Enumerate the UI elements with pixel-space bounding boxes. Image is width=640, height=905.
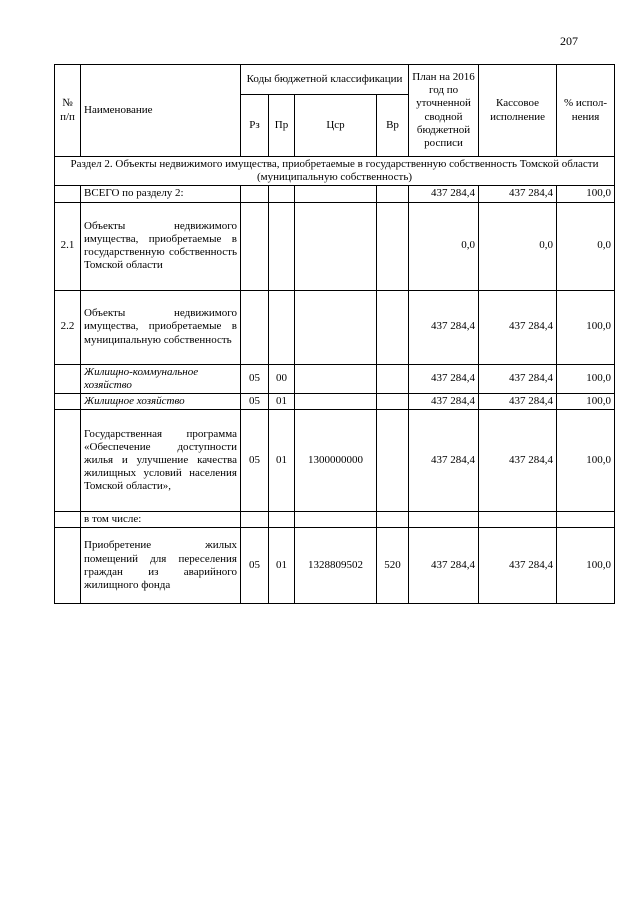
row-csr xyxy=(295,393,377,409)
row-csr xyxy=(295,512,377,528)
row-name: Приобретение жилых помещений для переселения граждан из аварийного жилищного фонда xyxy=(81,528,241,604)
table-row xyxy=(55,364,615,393)
row-csr: 1300000000 xyxy=(295,410,377,512)
row-pr: 01 xyxy=(269,393,295,409)
table-row xyxy=(55,410,615,512)
row-pct: 0,0 xyxy=(557,202,615,290)
row-csr: 1328809502 xyxy=(295,528,377,604)
header-num: № п/п xyxy=(55,65,81,157)
row-rz: 05 xyxy=(241,410,269,512)
row-plan xyxy=(409,512,479,528)
table-row xyxy=(55,202,615,290)
table-row xyxy=(55,393,615,409)
row-vr xyxy=(377,202,409,290)
row-vr xyxy=(377,393,409,409)
row-plan: 437 284,4 xyxy=(409,528,479,604)
section-title: Раздел 2. Объекты недвижимого имущества, приобретаемые в государственную собственность Томской области (муниципальную собственность) xyxy=(55,157,615,186)
row-num xyxy=(55,186,81,202)
header-plan: План на 2016 год по уточненной сводной бюджетной росписи xyxy=(409,65,479,157)
row-cash: 437 284,4 xyxy=(479,410,557,512)
row-vr xyxy=(377,410,409,512)
row-rz: 05 xyxy=(241,528,269,604)
row-num xyxy=(55,528,81,604)
header-pct: % испол-нения xyxy=(557,65,615,157)
row-pr xyxy=(269,202,295,290)
row-pr: 01 xyxy=(269,528,295,604)
row-num xyxy=(55,410,81,512)
table-row xyxy=(55,290,615,364)
row-num: 2.2 xyxy=(55,290,81,364)
row-pct xyxy=(557,512,615,528)
row-plan: 437 284,4 xyxy=(409,393,479,409)
row-num xyxy=(55,364,81,393)
row-rz: 05 xyxy=(241,393,269,409)
header-name: Наименование xyxy=(81,65,241,157)
row-csr xyxy=(295,202,377,290)
row-pr xyxy=(269,512,295,528)
row-cash: 437 284,4 xyxy=(479,290,557,364)
row-vr: 520 xyxy=(377,528,409,604)
row-pr: 01 xyxy=(269,410,295,512)
header-cash: Кассовое исполнение xyxy=(479,65,557,157)
row-vr xyxy=(377,364,409,393)
row-plan: 437 284,4 xyxy=(409,186,479,202)
row-plan: 0,0 xyxy=(409,202,479,290)
row-num xyxy=(55,393,81,409)
row-rz xyxy=(241,186,269,202)
row-cash: 437 284,4 xyxy=(479,393,557,409)
table-row xyxy=(55,186,615,202)
header-vr: Вр xyxy=(377,95,409,157)
row-vr xyxy=(377,186,409,202)
row-rz xyxy=(241,202,269,290)
row-pct: 100,0 xyxy=(557,364,615,393)
row-cash: 437 284,4 xyxy=(479,186,557,202)
row-name: Жилищно-коммунальное хозяйство xyxy=(81,364,241,393)
row-pct: 100,0 xyxy=(557,290,615,364)
row-csr xyxy=(295,186,377,202)
row-name: Жилищное хозяйство xyxy=(81,393,241,409)
row-rz xyxy=(241,512,269,528)
header-pr: Пр xyxy=(269,95,295,157)
header-codes: Коды бюджетной классификации xyxy=(241,65,409,95)
row-cash: 437 284,4 xyxy=(479,364,557,393)
row-cash: 437 284,4 xyxy=(479,528,557,604)
row-name: в том числе: xyxy=(81,512,241,528)
table-row xyxy=(55,512,615,528)
row-pr xyxy=(269,186,295,202)
row-name: Государственная программа «Обеспечение доступности жилья и улучшение качества жилищных условий населения Томской области», xyxy=(81,410,241,512)
row-name: Объекты недвижимого имущества, приобретаемые в государственную собственность Томской области xyxy=(81,202,241,290)
row-cash xyxy=(479,512,557,528)
budget-table xyxy=(54,64,615,604)
row-name: Объекты недвижимого имущества, приобретаемые в муниципальную собственность xyxy=(81,290,241,364)
row-num: 2.1 xyxy=(55,202,81,290)
row-plan: 437 284,4 xyxy=(409,290,479,364)
table-row xyxy=(55,528,615,604)
row-plan: 437 284,4 xyxy=(409,410,479,512)
row-pct: 100,0 xyxy=(557,410,615,512)
page-number: 207 xyxy=(560,34,578,48)
row-csr xyxy=(295,364,377,393)
row-pr: 00 xyxy=(269,364,295,393)
row-pr xyxy=(269,290,295,364)
row-pct: 100,0 xyxy=(557,528,615,604)
row-vr xyxy=(377,512,409,528)
row-pct: 100,0 xyxy=(557,393,615,409)
row-name: ВСЕГО по разделу 2: xyxy=(81,186,241,202)
row-vr xyxy=(377,290,409,364)
row-plan: 437 284,4 xyxy=(409,364,479,393)
row-pct: 100,0 xyxy=(557,186,615,202)
header-csr: Цср xyxy=(295,95,377,157)
row-rz: 05 xyxy=(241,364,269,393)
header-rz: Рз xyxy=(241,95,269,157)
row-csr xyxy=(295,290,377,364)
row-rz xyxy=(241,290,269,364)
row-cash: 0,0 xyxy=(479,202,557,290)
row-num xyxy=(55,512,81,528)
